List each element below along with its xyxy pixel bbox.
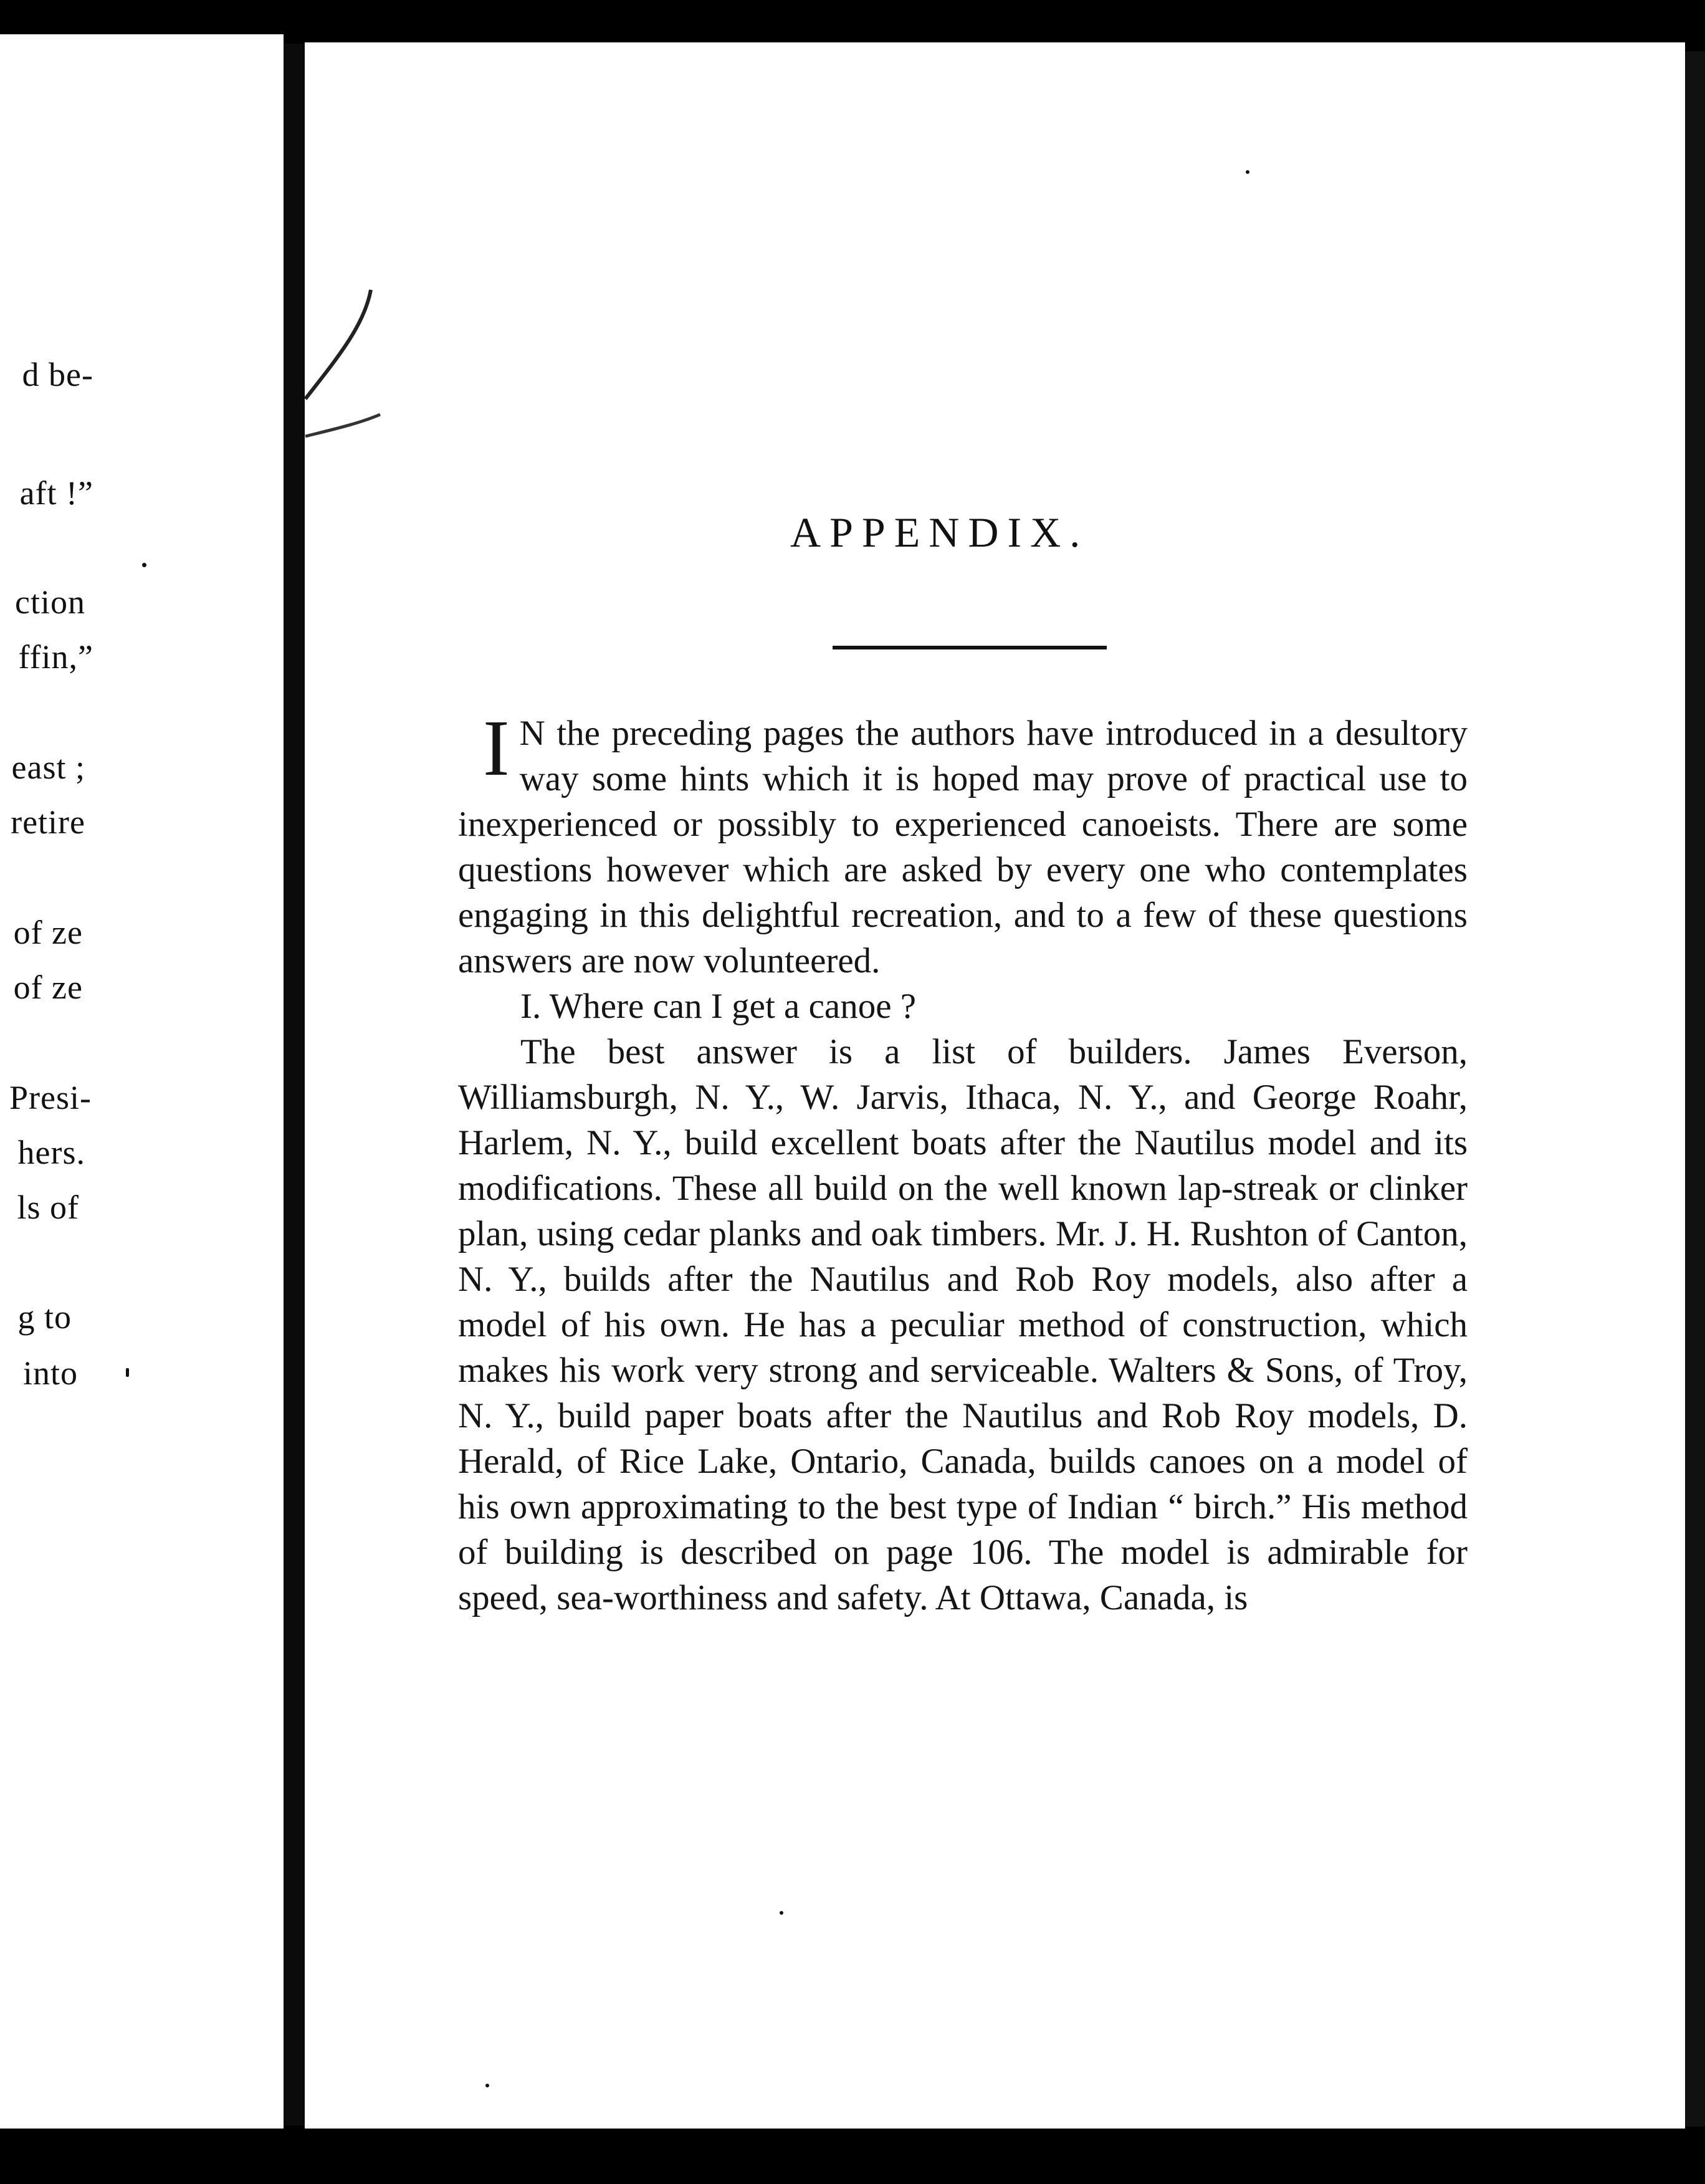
left-page-line: of ze: [13, 914, 83, 951]
left-page-line: d be-: [22, 356, 93, 393]
page-edge: [1685, 51, 1705, 2127]
left-page-line: g to: [17, 1298, 72, 1336]
appendix-title: APPENDIX.: [790, 509, 1089, 556]
drop-cap: I: [483, 704, 510, 792]
left-page-line: retire: [11, 803, 85, 841]
bottom-shadow: [0, 2129, 1705, 2184]
left-page-line: ls of: [17, 1189, 79, 1226]
thread-strand: [305, 414, 380, 436]
left-page-line: aft !”: [19, 474, 93, 512]
left-page-line: Presi-: [9, 1079, 92, 1116]
left-page-line: ffin,”: [18, 638, 93, 676]
answer-paragraph: The best answer is a list of builders. James Everson, Williamsburgh, N. Y., W. Jarvis, Ithaca, N. Y., and George Roahr, Harlem, N. Y., build excellent boats after the Nautilus model and its modifications. These all build on the well known lap-streak or clinker plan, using cedar planks and oak timbers. Mr. J. H. Rushton of Canton, N. Y., builds after the Nautilus and Rob Roy models, also after a model of his own. He has a peculiar method of construction, which makes his work very strong and serviceable. Walters & Sons, of Troy, N. Y., build paper boats after the Nautilus and Rob Roy models, D. Herald, of Rice Lake, Ontario, Canada, builds canoes on a model of his own approximating to the best type of Indian “ birch.” His method of building is described on page 106. The model is admirable for speed, sea-worthiness and safety. At Ottawa, Canada, is: [458, 1032, 1468, 1617]
left-page-line: east ;: [11, 749, 85, 786]
intro-text: N the preceding pages the authors have introduced in a desultory way some hints which it is hoped may prove of practical use to inexperienced or possibly to experienced canoeists. There are some questions however which are asked by every one who contemplates engaging in this delightful recreation, and to a few of these questions answers are now volunteered.: [458, 714, 1468, 980]
left-page-line: ction: [15, 583, 85, 621]
left-page-line: into: [22, 1354, 78, 1392]
thread-strand: [305, 290, 371, 399]
left-page-line: hers.: [17, 1134, 85, 1171]
question-heading: I. Where can I get a canoe ?: [520, 987, 917, 1026]
left-page-line: of ze: [13, 969, 83, 1006]
